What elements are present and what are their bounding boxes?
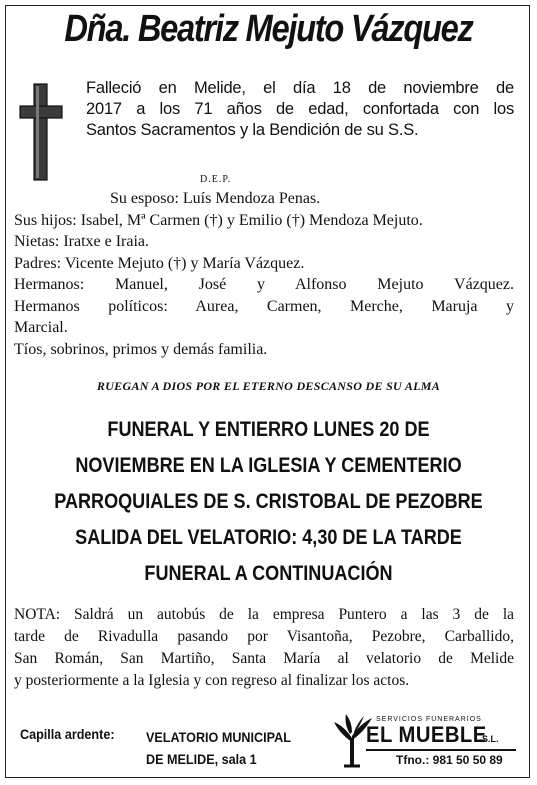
funeral-details [0, 412, 537, 592]
note-line: tarde de Rivadulla pasando por Visantoña, Pezobre, Carballido, [14, 628, 514, 645]
family-in-laws-continued: Marcial. [14, 319, 68, 336]
funeral-line: FUNERAL A CONTINUACIÓN [144, 562, 393, 585]
intro-line: 2017 a los 71 años de edad, confortada con los [86, 100, 514, 118]
logo-phone: Tfno.: 981 50 50 89 [396, 753, 503, 767]
wake-location [146, 726, 291, 770]
funeral-line: SALIDA DEL VELATORIO: 4,30 DE LA TARDE [75, 526, 462, 549]
family-children: Sus hijos: Isabel, Mª Carmen (†) y Emilio (†) Mendoza Mejuto. [14, 211, 423, 229]
note-line: San Román, San Martiño, Santa María al velatorio de Melide [14, 650, 514, 667]
family-in-laws: Hermanos políticos: Aurea, Carmen, Merche, Maruja y [14, 297, 514, 315]
funeral-line: PARROQUIALES DE S. CRISTOBAL DE PEZOBRE [54, 490, 483, 513]
family-grandchildren: Nietas: Iratxe e Iraia. [14, 233, 150, 250]
family-others: Tíos, sobrinos, primos y demás familia. [14, 340, 268, 358]
logo-suffix: S.L. [482, 734, 499, 744]
prayer-line: RUEGAN A DIOS POR EL ETERNO DESCANSO DE SU ALMA [96, 379, 441, 393]
family-siblings: Hermanos: Manuel, José y Alfonso Mejuto Vázquez. [14, 276, 514, 293]
intro-line: Santos Sacramentos y la Bendición de su S.S. [86, 121, 419, 139]
wake-location-line: VELATORIO MUNICIPAL [146, 729, 291, 745]
family-list [14, 188, 514, 360]
rip-label: D.E.P. [200, 174, 232, 185]
chapel-label: Capilla ardente: [20, 726, 115, 742]
logo-brand: EL MUEBLE [366, 722, 487, 747]
cross-icon [18, 82, 64, 182]
logo-subtitle: SERVICIOS FUNERARIOS [376, 716, 482, 723]
family-parents: Padres: Vicente Mejuto (†) y María Vázquez. [14, 254, 305, 272]
funeral-line: NOVIEMBRE EN LA IGLESIA Y CEMENTERIO [75, 454, 462, 477]
bus-note [14, 604, 514, 692]
logo-divider [366, 749, 516, 751]
intro-line: Falleció en Melide, el día 18 de noviembre de [86, 79, 514, 97]
funeral-line: FUNERAL Y ENTIERRO LUNES 20 DE [107, 418, 430, 441]
funeral-home-logo [330, 712, 520, 772]
death-announcement [86, 78, 514, 141]
family-spouse: Su esposo: Luís Mendoza Penas. [110, 190, 321, 207]
note-line: NOTA: Saldrá un autobús de la empresa Puntero a las 3 de la [14, 606, 514, 623]
wake-location-line: DE MELIDE, sala 1 [146, 751, 257, 767]
note-line: y posteriormente a la Iglesia y con regreso al finalizar los actos. [14, 672, 410, 689]
deceased-name: Dña. Beatriz Mejuto Vázquez [64, 8, 473, 50]
